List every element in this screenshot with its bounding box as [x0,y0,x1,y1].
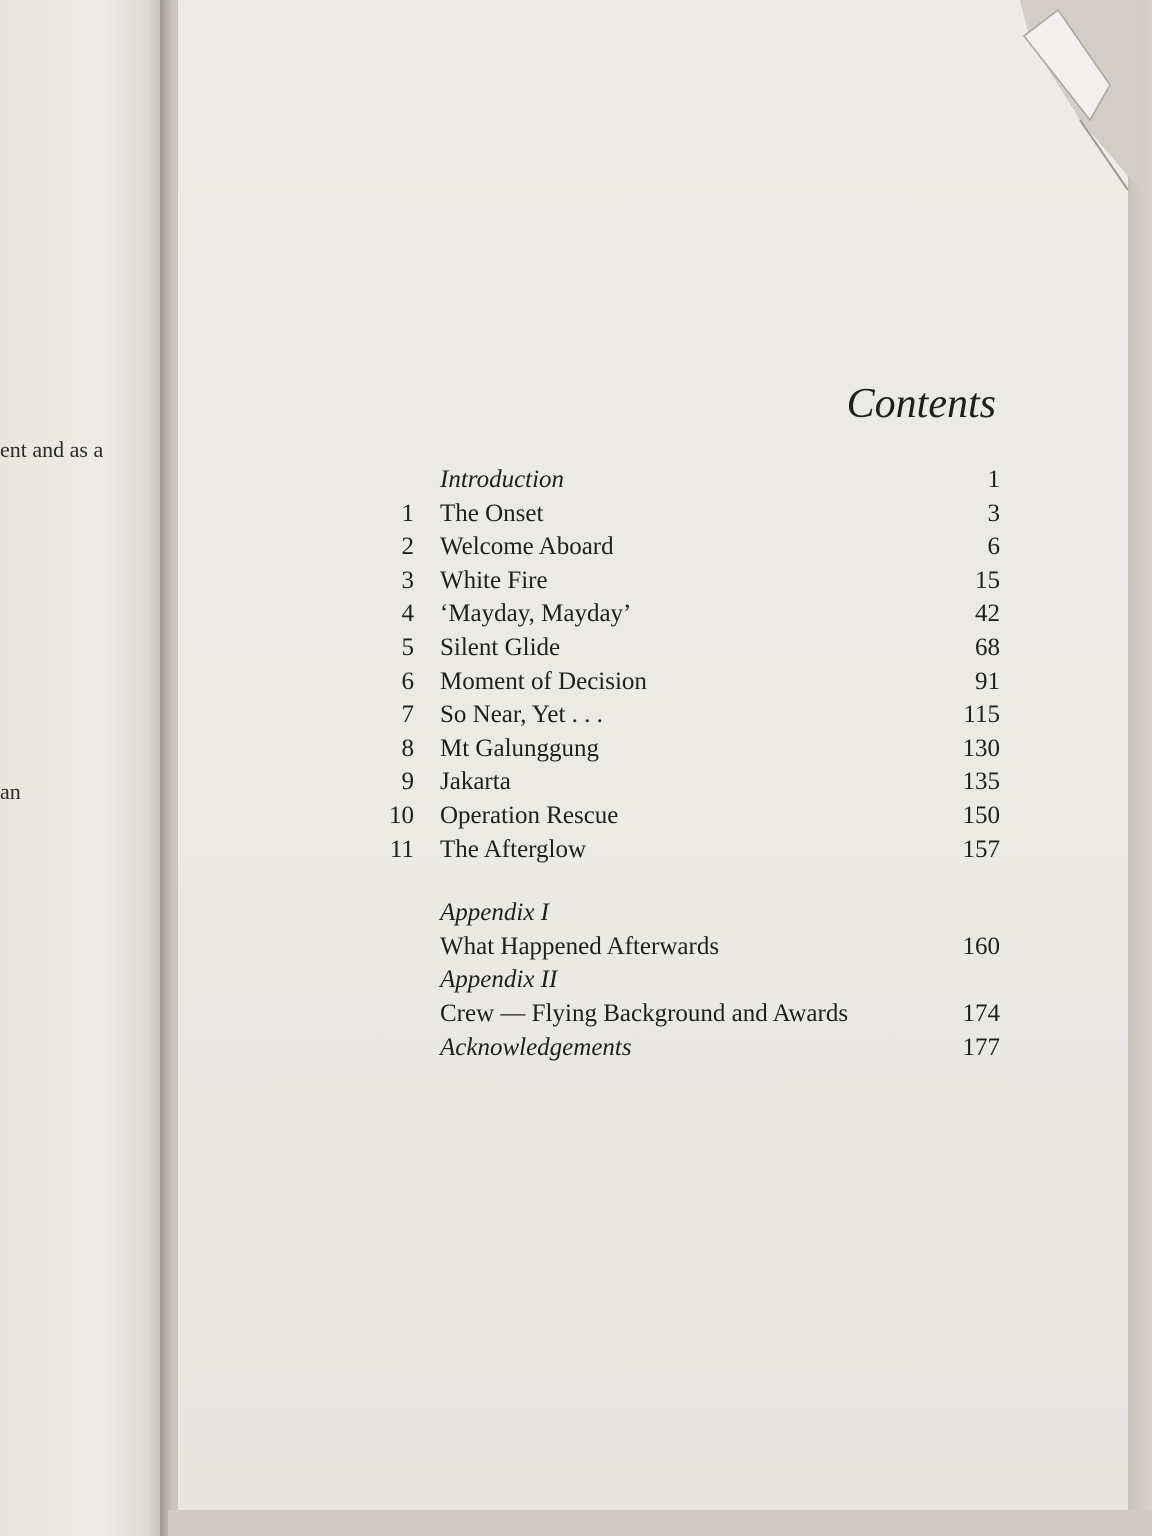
chapter-number: 11 [389,835,414,863]
acknowledgements-title: Acknowledgements [440,1033,632,1061]
page-number: 130 [962,734,1000,762]
page-number: 1 [987,466,1000,493]
chapter-title: So Near, Yet . . . [440,701,603,729]
chapter-title: White Fire [440,566,548,594]
chapter-title: Welcome Aboard [440,533,614,561]
appendix-heading [378,896,1000,930]
chapter-title: Silent Glide [440,633,561,661]
left-page-fragment: ent and as a [0,437,104,462]
chapter-number: 5 [401,633,414,661]
toc-entry [378,530,1000,564]
page-number: 174 [962,999,1000,1027]
toc-entry [378,564,1000,598]
chapter-title: Mt Galunggung [440,734,600,762]
toc-entry [378,833,1000,867]
toc-entry [378,930,1000,964]
page-number: 135 [962,768,1000,796]
left-page [0,0,168,1536]
contents-title: Contents [846,381,996,427]
appendix-label: Appendix II [440,966,558,994]
chapter-title: Jakarta [440,768,511,796]
page-number: 3 [987,499,1000,527]
toc-entry [378,631,1000,665]
section-gap [378,866,1000,896]
page-bottom-edge [168,1510,1152,1536]
page-number: 157 [962,835,1000,863]
chapter-title: The Afterglow [440,835,587,863]
chapter-title: ‘Mayday, Mayday’ [440,600,632,628]
chapter-number: 7 [401,701,414,729]
toc-entry [378,765,1000,799]
toc-entry [378,799,1000,833]
chapter-number: 10 [389,801,414,829]
page-number: 68 [975,633,1000,661]
toc-entry [378,463,1000,497]
toc-entry [378,997,1000,1031]
chapter-number: 1 [401,499,414,527]
page-number: 177 [962,1033,1000,1061]
chapter-number: 9 [401,768,414,796]
page-edge [1128,0,1152,1536]
left-page-fragment: an [0,779,21,804]
page-number: 160 [962,932,1000,960]
appendix-title: Crew — Flying Background and Awards [440,999,849,1027]
chapter-number: 4 [401,600,414,628]
chapter-number: 2 [401,533,414,561]
appendix-title: What Happened Afterwards [440,932,720,960]
toc-entry [378,597,1000,631]
page-number: 150 [962,801,1000,829]
table-of-contents [378,463,1000,1064]
toc-entry [378,698,1000,732]
toc-entry [378,732,1000,766]
chapter-number: 3 [401,566,414,594]
chapter-title: Introduction [440,466,565,493]
toc-entry [378,1031,1000,1065]
page-number: 42 [975,600,1000,628]
chapter-number: 6 [401,667,414,695]
page-number: 115 [963,701,1000,729]
chapter-title: Operation Rescue [440,801,619,829]
page-number: 15 [975,566,1000,594]
chapter-title: The Onset [440,499,544,527]
toc-entry [378,665,1000,699]
appendix-label: Appendix I [440,899,549,927]
folded-corner [1010,0,1140,200]
page-number: 91 [975,667,1000,695]
chapter-title: Moment of Decision [440,667,647,695]
page-number: 6 [987,533,1000,561]
appendix-heading [378,963,1000,997]
chapter-number: 8 [401,734,414,762]
toc-entry [378,497,1000,531]
